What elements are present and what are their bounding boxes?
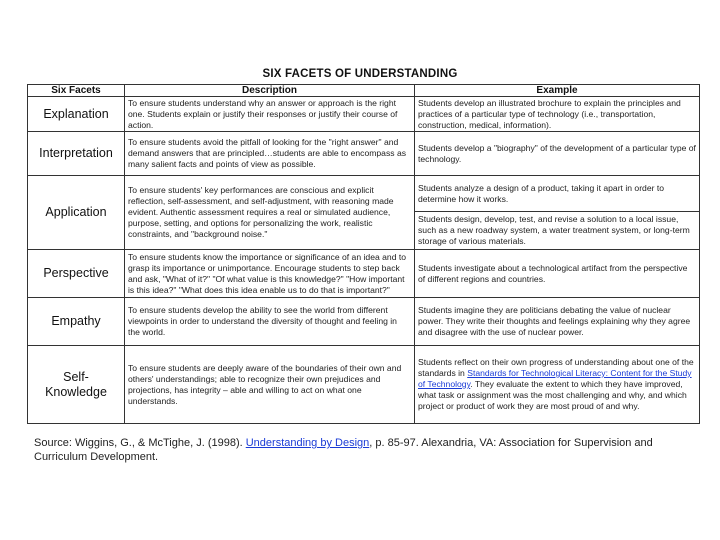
- table-header-row: [28, 85, 700, 97]
- source-text-1: Source: Wiggins, G., & McTighe, J. (1998).: [34, 437, 246, 449]
- example-interpretation: Students develop a "biography" of the development of a particular type of technology.: [415, 132, 700, 176]
- facet-explanation: Explanation: [28, 97, 125, 132]
- description-self-knowledge: To ensure students are deeply aware of the boundaries of their own and others' understandings; able to recognize their own prejudices and projections, has integrity – able and willing to act on what one understands.: [125, 346, 415, 424]
- source-citation: [34, 436, 704, 463]
- example-self-knowledge: [415, 346, 700, 424]
- example-perspective: Students investigate about a technological artifact from the perspective of different regions and countries.: [415, 250, 700, 298]
- source-book-link[interactable]: Understanding by Design: [245, 437, 370, 449]
- table-row-empathy: [28, 298, 700, 346]
- example-self-knowledge-text-2: . They evaluate the extent to which they have improved, what task or assignment was the most challenging and why, and which project or product of work they are most proud of and why.: [418, 379, 687, 411]
- facet-interpretation: Interpretation: [28, 132, 125, 176]
- facets-table: [27, 84, 700, 424]
- description-perspective: To ensure students know the importance or significance of an idea and to grasp its importance or unimportance. Encourage students to step back and ask, "What of it?" "Of what value is this knowledge?" "How important is this idea?" "What does this idea enable us to do that is important?": [125, 250, 415, 298]
- facet-self-knowledge-line2: Knowledge: [45, 384, 107, 399]
- header-description: Description: [125, 85, 415, 97]
- example-application-1: Students analyze a design of a product, taking it apart in order to determine how it works.: [415, 176, 700, 212]
- facet-application: Application: [28, 176, 125, 250]
- facet-self-knowledge-line1: Self-: [63, 369, 89, 384]
- table-row-self-knowledge: [28, 346, 700, 424]
- table-row-application-1: [28, 176, 700, 212]
- description-application: To ensure students' key performances are conscious and explicit reflection, self-assessment, and self-adjustment, with reasoning made evident. Authentic assessment requires a real or simulated audience, purpose, setting, and options for personalizing the work, realistic constraints, and "background noise.": [125, 176, 415, 250]
- example-self-knowledge-text-1: Students reflect on their own progress of understanding about one of the standards in: [418, 357, 694, 378]
- source-text-2: , p. 85-97. Alexandria, VA: Association for Supervision and Curriculum Development.: [34, 437, 653, 463]
- description-explanation: To ensure students understand why an answer or approach is the right one. Students explain or justify their responses or justify their course of action.: [125, 97, 415, 132]
- example-empathy: Students imagine they are politicians debating the value of nuclear power. They write their thoughts and feelings explaining why they agree and disagree with the use of nuclear power.: [415, 298, 700, 346]
- description-empathy: To ensure students develop the ability to see the world from different viewpoints in order to understand the diversity of thought and feeling in the world.: [125, 298, 415, 346]
- description-interpretation: To ensure students avoid the pitfall of looking for the "right answer" and demand answers that are principled…students are able to encompass as many salient facts and points of view as possible.: [125, 132, 415, 176]
- header-example: Example: [415, 85, 700, 97]
- standards-link[interactable]: Standards for Technological Literacy: Content for the Study of Technology: [418, 368, 692, 389]
- example-explanation: Students develop an illustrated brochure to explain the principles and practices of a particular type of technology (i.e., transportation, construction, medical, information).: [415, 97, 700, 132]
- table-row-explanation: [28, 97, 700, 132]
- header-six-facets: Six Facets: [28, 85, 125, 97]
- example-application-2: Students design, develop, test, and revise a solution to a local issue, such as a new roadway system, a water treatment system, or long-term storage of various materials.: [415, 212, 700, 250]
- facet-self-knowledge: [28, 346, 125, 424]
- facet-perspective: Perspective: [28, 250, 125, 298]
- table-row-interpretation: [28, 132, 700, 176]
- facet-empathy: Empathy: [28, 298, 125, 346]
- table-row-perspective: [28, 250, 700, 298]
- page-title: SIX FACETS OF UNDERSTANDING: [262, 68, 458, 80]
